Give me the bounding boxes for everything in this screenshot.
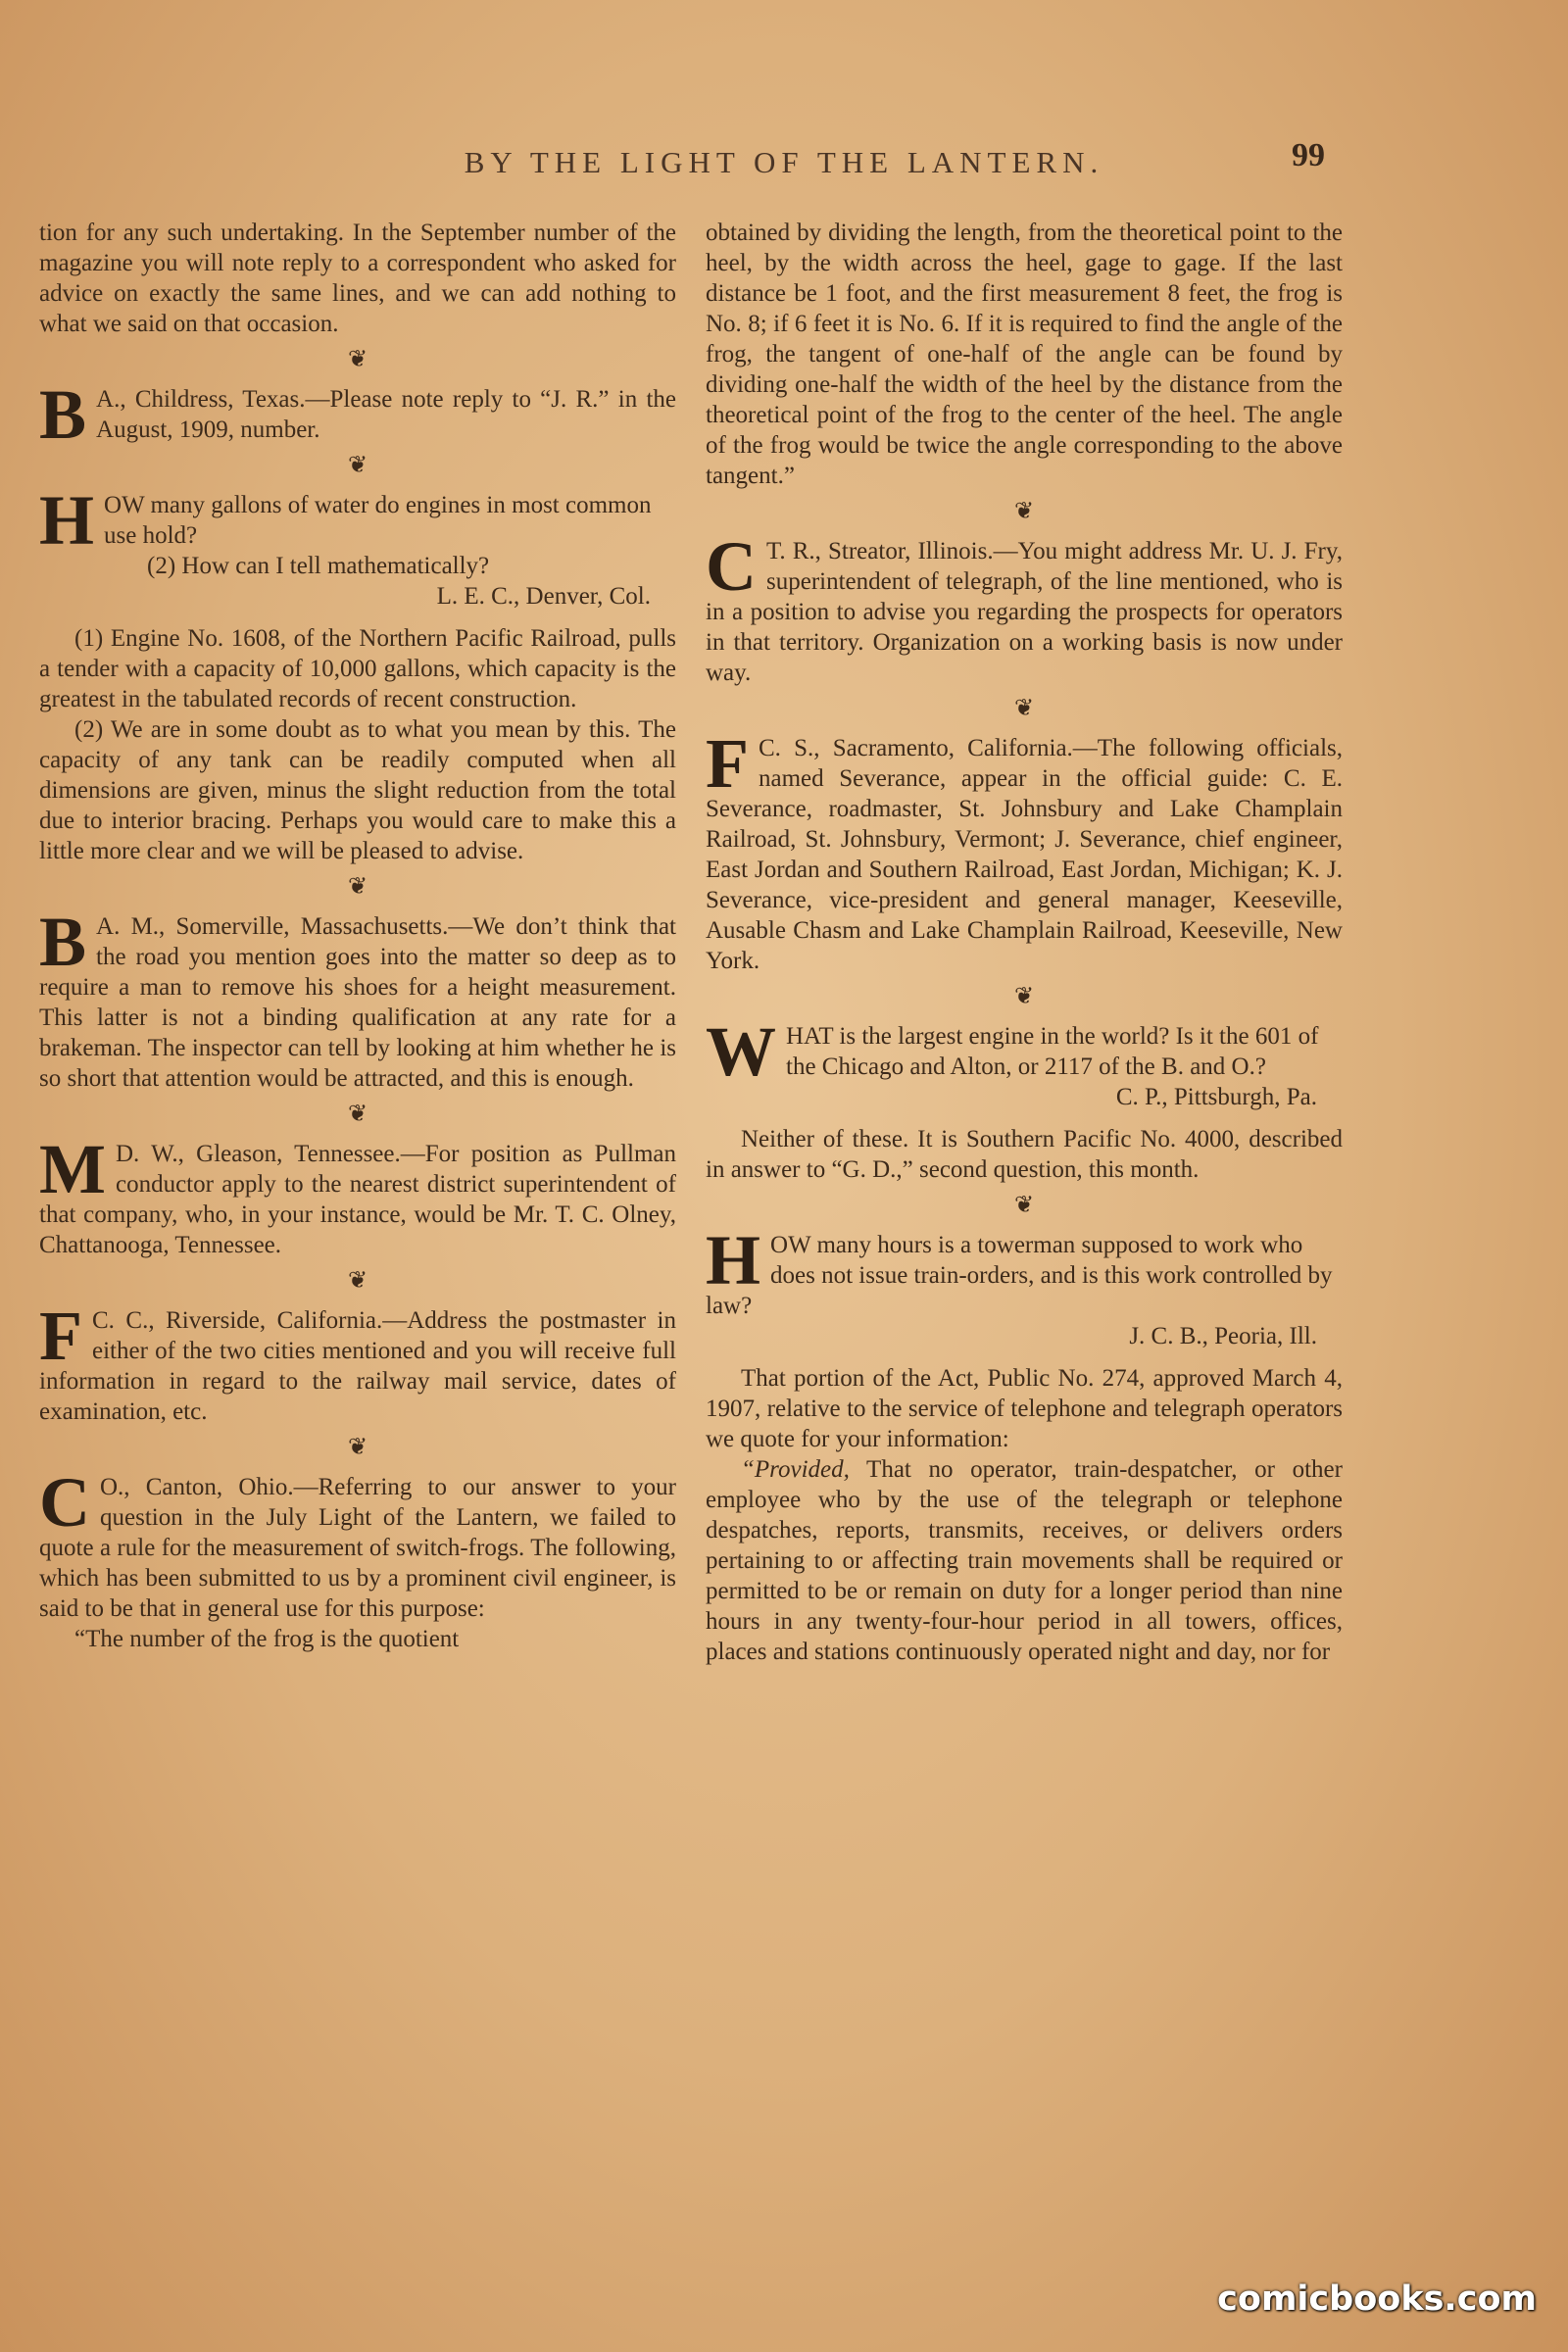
continued-paragraph: obtained by dividing the length, from the theoretical point to the heel, by the width across the heel, gage to gage. If the last distance be 1 foot, and the first measurement 8 feet, the frog is No. 8; if 6 feet it is No. 6. If it is required to find the angle of the frog, the tangent of one-half of the angle can be found by dividing one-half the width of the heel by the distance from the theoretical point of the frog to the center of the heel. The angle of the frog would be twice the angle corresponding to the above tangent.” — [706, 220, 1343, 489]
signature: C. P., Pittsburgh, Pa. — [1115, 1084, 1317, 1110]
drop-cap: F — [706, 733, 749, 803]
question-text-2: (2) How can I tell mathematically? — [147, 553, 490, 579]
drop-cap: H — [39, 490, 95, 560]
right-column — [706, 218, 1343, 1667]
quote-start: “The number of the frog is the quotient — [74, 1626, 460, 1652]
entry-text: A., Childress, Texas.—Please note reply to “J. R.” in the August, 1909, number. — [96, 386, 676, 443]
entry-streator — [706, 536, 1343, 688]
page-number: 99 — [1292, 137, 1325, 173]
watermark-logo: comicbooks.com — [1217, 2279, 1537, 2319]
entry-canton — [39, 1472, 676, 1624]
fleuron-ornament: ❦ — [347, 347, 368, 372]
entry-somerville — [39, 911, 676, 1094]
drop-cap: W — [706, 1021, 776, 1091]
entry-text: D. W., Gleason, Tennessee.—For position as Pullman conductor apply to the nearest district superintendent of that company, who, in your instance, would be Mr. T. C. Olney, Chattanooga, Tennessee. — [39, 1141, 676, 1258]
left-column — [39, 218, 676, 1654]
drop-cap: B — [39, 384, 87, 445]
fleuron-ornament: ❦ — [1013, 1193, 1035, 1218]
entry-text: T. R., Streator, Illinois.—You might address Mr. U. J. Fry, superintendent of telegraph, of the line mentioned, who is in a position to advise you regarding the prospects for operators in that territory. Organization on a working basis is now under way. — [706, 538, 1343, 686]
question-text: OW many hours is a towerman supposed to work who does not issue train-orders, and is this work controlled by law? — [706, 1232, 1333, 1319]
running-head: BY THE LIGHT OF THE LANTERN. — [464, 145, 1104, 179]
fleuron-ornament: ❦ — [347, 1102, 368, 1127]
entry-riverside — [39, 1305, 676, 1427]
entry-gleason — [39, 1139, 676, 1260]
entry-peoria — [706, 1230, 1343, 1351]
drop-cap: C — [39, 1472, 90, 1542]
entry-text: A. M., Somerville, Massachusetts.—We don’t think that the road you mention goes into the matter so deep as to require a man to remove his shoes for a height measurement. This latter is not a binding qualification at any rate for a brakeman. The inspector can tell by looking at him whether he is so short that attention would be attracted, and this is enough. — [39, 913, 676, 1092]
intro-paragraph: tion for any such undertaking. In the September number of the magazine you will note reply to a correspondent who asked for advice on exactly the same lines, and we can add nothing to what we said on that occasion. — [39, 220, 676, 337]
answer-paragraph: That portion of the Act, Public No. 274, approved March 4, 1907, relative to the service of telephone and telegraph operators we quote for your information: — [706, 1365, 1343, 1452]
answer-paragraph: Neither of these. It is Southern Pacific No. 4000, described in answer to “G. D.,” second question, this month. — [706, 1126, 1343, 1183]
law-quote — [706, 1454, 1343, 1667]
drop-cap: M — [39, 1139, 106, 1208]
fleuron-ornament: ❦ — [347, 1435, 368, 1460]
drop-cap: C — [706, 536, 757, 606]
entry-text: C. C., Riverside, California.—Address the postmaster in either of the two cities mentioned and you will receive full information in regard to the railway mail service, dates of examination, etc. — [39, 1307, 676, 1425]
entry-text: C. S., Sacramento, California.—The following officials, named Severance, appear in the official guide: C. E. Severance, roadmaster, St. Johnsbury and Lake Champlain Railroad, St. Johnsbury, Vermont; J. Severance, chief engineer, East Jordan and Southern Railroad, East Jordan, Michigan; K. J. Severance, vice-president and general manager, Keeseville, Ausable Chasm and Lake Champlain Railroad, Keeseville, New York. — [706, 735, 1343, 974]
entry-denver — [39, 490, 676, 612]
fleuron-ornament: ❦ — [1013, 696, 1035, 721]
signature: L. E. C., Denver, Col. — [436, 583, 651, 610]
drop-cap: H — [706, 1230, 761, 1299]
fleuron-ornament: ❦ — [347, 874, 368, 900]
entry-pittsburgh — [706, 1021, 1343, 1112]
fleuron-ornament: ❦ — [1013, 984, 1035, 1009]
fleuron-ornament: ❦ — [1013, 499, 1035, 524]
drop-cap: B — [39, 911, 87, 981]
entry-sacramento — [706, 733, 1343, 976]
answer-paragraph: (1) Engine No. 1608, of the Northern Pacific Railroad, pulls a tender with a capacity of 10,000 gallons, which capacity is the greatest in the tabulated records of recent construction. — [39, 625, 676, 712]
law-quote-text: That no operator, train-despatcher, or other employee who by the use of the telegraph or telephone despatches, reports, transmits, receives, or delivers orders pertaining to or affecting train movements shall be required or permitted to be or remain on duty for a longer period than nine hours in any twenty-four-hour period in all towers, offices, places and stations continuously operated night and day, nor for — [706, 1456, 1343, 1665]
entry-text: O., Canton, Ohio.—Referring to our answer to your question in the July Light of the Lantern, we failed to quote a rule for the measurement of switch-frogs. The following, which has been submitted to us by a prominent civil engineer, is said to be that in general use for this purpose: — [39, 1474, 676, 1622]
signature: J. C. B., Peoria, Ill. — [1129, 1323, 1317, 1349]
provided-word: “Provided, — [741, 1456, 850, 1483]
answer-paragraph: (2) We are in some doubt as to what you mean by this. The capacity of any tank can be readily computed when all dimensions are given, minus the slight reduction from the total due to interior bracing. Perhaps you would care to make this a little more clear and we will be pleased to advise. — [39, 716, 676, 864]
question-text: OW many gallons of water do engines in most common use hold? — [104, 492, 652, 549]
drop-cap: F — [39, 1305, 82, 1375]
fleuron-ornament: ❦ — [347, 1268, 368, 1294]
question-text: HAT is the largest engine in the world? Is it the 601 of the Chicago and Alton, or 2117 of the B. and O.? — [786, 1023, 1319, 1080]
entry-childress — [39, 384, 676, 445]
fleuron-ornament: ❦ — [347, 453, 368, 478]
